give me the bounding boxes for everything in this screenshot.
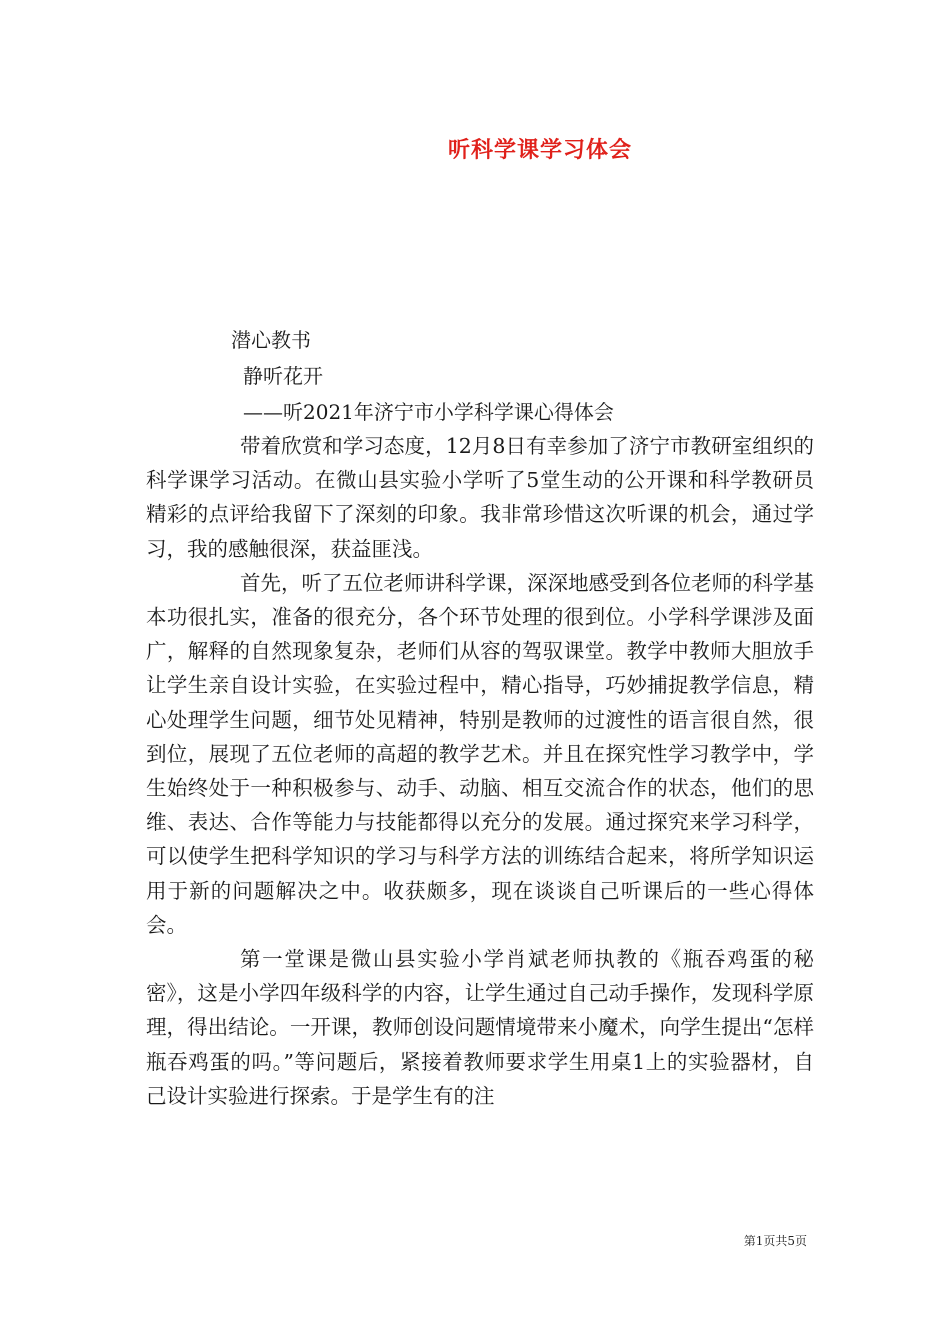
- document-title: 听科学课学习体会: [447, 137, 632, 163]
- paragraph-2: 首先，听了五位老师讲科学课，深深地感受到各位老师的科学基本功很扎实，准备的很充分，各个环节处理的很到位。小学科学课涉及面广，解释的自然现象复杂，老师们从容的驾驭课堂。教学中教师大胆放手让学生亲自设计实验，在实验过程中，精心指导，巧妙捕捉教学信息，精心处理学生问题，细节处见精神，特别是教师的过渡性的语言很自然，很到位，展现了五位老师的高超的教学艺术。并且在探究性学习教学中，学生始终处于一种积极参与、动手、动脑、相互交流合作的状态，他们的思维、表达、合作等能力与技能都得以充分的发展。通过探究来学习科学，可以使学生把科学知识的学习与科学方法的训练结合起来，将所学知识运用于新的问题解决之中。收获颇多，现在谈谈自己听课后的一些心得体会。: [146, 570, 814, 937]
- body-text: [146, 429, 814, 1113]
- heading-line-1: 潜心教书: [231, 328, 311, 352]
- page-footer: 第1页共5页: [743, 1234, 807, 1248]
- paragraph-1: 带着欣赏和学习态度，12月8日有幸参加了济宁市教研室组织的科学课学习活动。在微山县实验小学听了5堂生动的公开课和科学教研员精彩的点评给我留下了深刻的印象。我非常珍惜这次听课的机会，通过学习，我的感触很深，获益匪浅。: [146, 434, 814, 561]
- paragraph-3: 第一堂课是微山县实验小学肖斌老师执教的《瓶吞鸡蛋的秘密》，这是小学四年级科学的内容，让学生通过自己动手操作，发现科学原理，得出结论。一开课，教师创设问题情境带来小魔术，向学生提出“怎样瓶吞鸡蛋的吗。”等问题后，紧接着教师要求学生用桌1上的实验器材，自己设计实验进行探索。于是学生有的注: [146, 947, 814, 1108]
- heading-line-2: 静听花开: [243, 364, 323, 388]
- heading-line-3: ——听2021年济宁市小学科学课心得体会: [243, 400, 614, 424]
